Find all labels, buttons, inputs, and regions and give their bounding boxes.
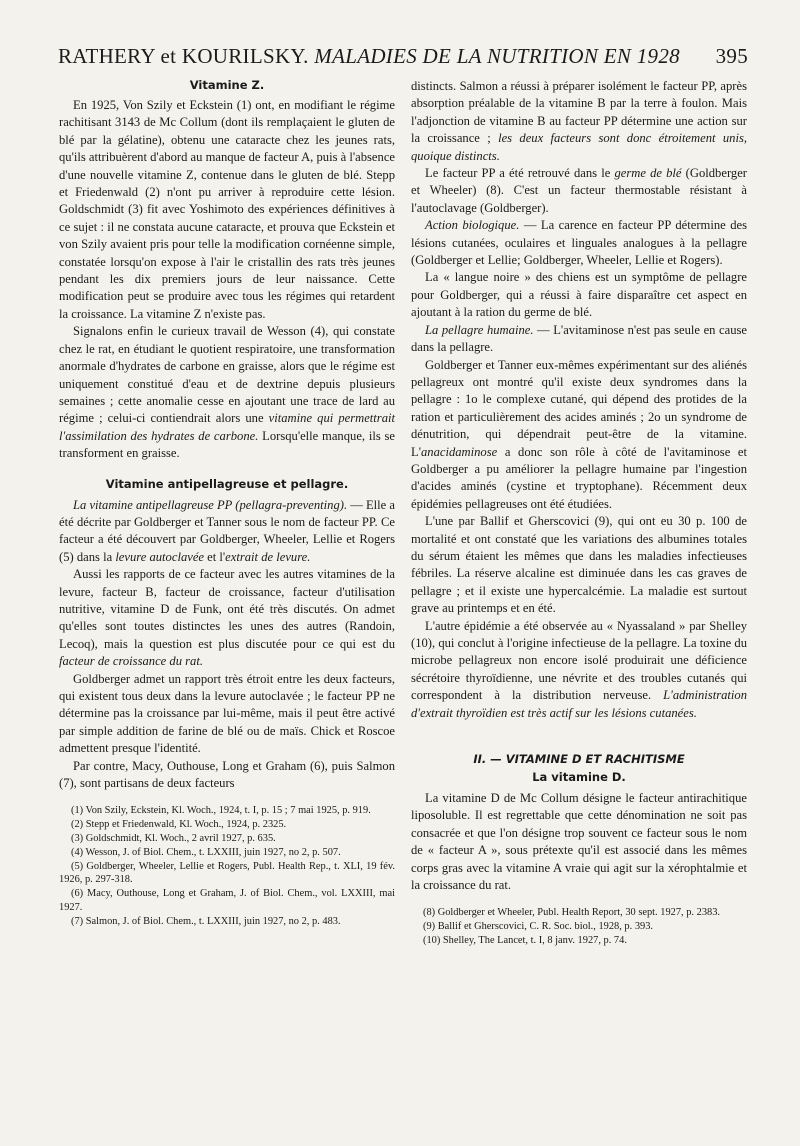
- running-head: [58, 44, 748, 69]
- paragraph: Goldberger admet un rapport très étroit entre les deux facteurs, qui existent tous deux dans la levure autoclavée ; le facteur PP ne détermine pas la croissance par lui-même, mais il peut être activé par simple addition de farine de blé ou de maïs. Chick et Roscoe admettent presque l'identité.: [59, 671, 395, 756]
- footnote: (10) Shelley, The Lancet, t. I, 8 janv. 1927, p. 74.: [423, 935, 627, 947]
- paragraph: La vitamine D de Mc Collum désigne le facteur antirachitique liposoluble. Il est regrettable que cette dénomination ne soit pas consacrée et que l'on désigne trop souvent ce facteur sous le nom de « facteur A », sous prétexte qu'il est associé dans les mêmes corps gras avec la vitamine A vraie qui agit sur la xérophtalmie et la croissance du rat.: [411, 791, 747, 893]
- paragraph: distincts. Salmon a réussi à préparer isolément le facteur PP, après absorption préalable de la vitamine B par la terre à foulon. Mais l'adjonction de vitamine B au facteur PP détermine une action sur la croissance ; les deux facteurs sont donc étroitement unis, quoique distincts.: [411, 79, 747, 163]
- running-head-title: MALADIES DE LA NUTRITION EN 1928: [314, 44, 680, 68]
- footnote: (1) Von Szily, Eckstein, Kl. Woch., 1924, t. I, p. 15 ; 7 mai 1925, p. 919.: [71, 805, 371, 817]
- running-head-authors: RATHERY et KOURILSKY.: [58, 44, 309, 68]
- footnote: (6) Macy, Outhouse, Long et Graham, J. of Biol. Chem., vol. LXXIII, mai 1927.: [59, 888, 395, 914]
- paragraph: La vitamine antipellagreuse PP (pellagra-preventing). — Elle a été décrite par Goldberger et Tanner sous le nom de facteur PP. Ce facteur a été découvert par Goldberger, Wheeler, Lellie et Rogers (5) dans la levure autoclavée et l'extrait de levure.: [59, 497, 396, 564]
- paragraph: Action biologique. — La carence en facteur PP détermine des lésions cutanées, oculaires et linguales analogues à la pellagre (Goldberger et Lellie; Goldberger, Wheeler, Lellie et Rogers).: [411, 218, 747, 268]
- footnotes-left: [59, 804, 395, 928]
- footnote: (4) Wesson, J. of Biol. Chem., t. LXXIII, juin 1927, no 2, p. 507.: [71, 846, 341, 858]
- footnote: (7) Salmon, J. of Biol. Chem., t. LXXIII, juin 1927, no 2, p. 483.: [71, 915, 341, 927]
- footnote: (9) Ballif et Gherscovici, C. R. Soc. biol., 1928, p. 393.: [423, 921, 654, 933]
- footnote: (5) Goldberger, Wheeler, Lellie et Rogers, Publ. Health Rep., t. XLI, 19 fév. 1926, p. 297-318.: [59, 860, 395, 886]
- paragraph: Aussi les rapports de ce facteur avec les autres vitamines de la levure, facteur B, facteur de croissance, facteur d'utilisation nutritive, vitamine D de Funk, ont été très discutés. On admet qu'elles sont toutes distinctes les unes des autres (Randoin, Lecoq), mais la question est plus discutée pour ce qui est du facteur de croissance du rat.: [59, 567, 395, 669]
- left-column: [59, 78, 395, 929]
- heading-antipellagreuse: Vitamine antipellagreuse et pellagre.: [105, 476, 349, 491]
- page-number: 395: [715, 44, 748, 68]
- heading-vitamin-z: Vitamine Z.: [189, 78, 265, 92]
- paragraph: En 1925, Von Szily et Eckstein (1) ont, en modifiant le régime rachitisant 3143 de Mc Collum (dont ils remplaçaient le gluten de blé par la gélatine), obtenu une cataracte chez les jeunes rats, qu'ils attribuèrent d'abord au manque de facteur A, puis à l'absence d'une nouvelle vitamine Z, contenue dans le gluten de blé. Stepp et Friedenwald (2) n'ont pu arriver à reproduire cette lésion. Goldschmidt (3) fit avec Yoshimoto des expériences définitives à ce sujet : il ne constata aucune cataracte, et prouva que Eckstein et von Szily avaient pris pour telle la modification cornéenne simple, constatée lorsqu'on expose à l'air le cristallin des rats très jeunes pendant les dix premiers jours de leur naissance. Cette modification peut se produire avec tous les régimes qui retardent la croissance. La vitamine Z n'existe pas.: [59, 98, 395, 321]
- paragraph: Le facteur PP a été retrouvé dans le germe de blé (Goldberger et Wheeler) (8). C'est un facteur thermostable résistant à l'autoclavage (Goldberger).: [411, 166, 747, 215]
- footnote: (8) Goldberger et Wheeler, Publ. Health Report, 30 sept. 1927, p. 2383.: [423, 907, 720, 919]
- paragraph: La « langue noire » des chiens est un symptôme de pellagre pour Goldberger, qui a réussi à faire disparaître cet aspect en ajoutant à la ration du germe de blé.: [411, 270, 747, 320]
- paragraph: Par contre, Macy, Outhouse, Long et Graham (6), puis Salmon (7), sont partisans de deux facteurs: [59, 758, 395, 791]
- paragraph: Goldberger et Tanner eux-mêmes expérimentant sur des aliénés pellagreux ont montré qu'il existe deux syndromes dans la pellagre : 1o le complexe cutané, qui dépend des protides de la ration et particulièrement des acides aminés ; 2o un syndrome de dénutrition, qui dépendrait peut-être de la vitamine. L'anacidaminose a donc son rôle à côté de l'avitaminose et Goldberger a pu améliorer la pellagre humaine par l'ingestion d'acides aminés (cystine et tryptophane). Récemment deux épidémies pellagreuses ont été étudiées.: [411, 357, 747, 511]
- paragraph: L'autre épidémie a été observée au « Nyassaland » par Shelley (10), qui conclut à l'origine infectieuse de la pellagre. La toxine du microbe pellagreux non encore isolé produirait une déficience sécrétoire thyroïdienne, une névrite et des troubles cutanés qui correspondent à la distribution nerveuse. L'administration d'extrait thyroïdien est très actif sur les lésions cutanées.: [411, 618, 747, 720]
- footnote: (2) Stepp et Friedenwald, Kl. Woch., 1924, p. 2325.: [71, 819, 287, 831]
- footnote: (3) Goldschmidt, Kl. Woch., 2 avril 1927, p. 635.: [71, 833, 276, 845]
- paragraph: L'une par Ballif et Gherscovici (9), qui ont eu 30 p. 100 de mortalité et ont constaté que les variations des albumines totales du sérum étaient les mêmes que dans les maladies infectieuses fébriles. La réserve alcaline est diminuée dans les cas graves de pellagre ; et il existe une hypercalcémie. La maladie est surtout grave au printemps et en été.: [411, 514, 747, 616]
- right-column: [411, 78, 747, 948]
- heading-vitamine-d-rachitisme: II. — VITAMINE D ET RACHITISME: [473, 752, 685, 767]
- heading-vitamine-d: La vitamine D.: [532, 770, 626, 785]
- paragraph: La pellagre humaine. — L'avitaminose n'est pas seule en cause dans la pellagre.: [411, 322, 747, 355]
- footnotes-right: [411, 906, 747, 947]
- paragraph: Signalons enfin le curieux travail de Wesson (4), qui constate chez le rat, en étudiant le quotient respiratoire, une transformation anormale d'hydrates de carbone en graisse, alors que le régime est uniquement constitué d'eau et de dextrine depuis plusieurs semaines ; cette anomalie cesse en ajoutant une trace de lard au régime ; celui-ci contiendrait alors une vitamine qui permettrait l'assimilation des hydrates de carbone. Lorsqu'elle manque, ils se transforment en graisse.: [59, 324, 396, 461]
